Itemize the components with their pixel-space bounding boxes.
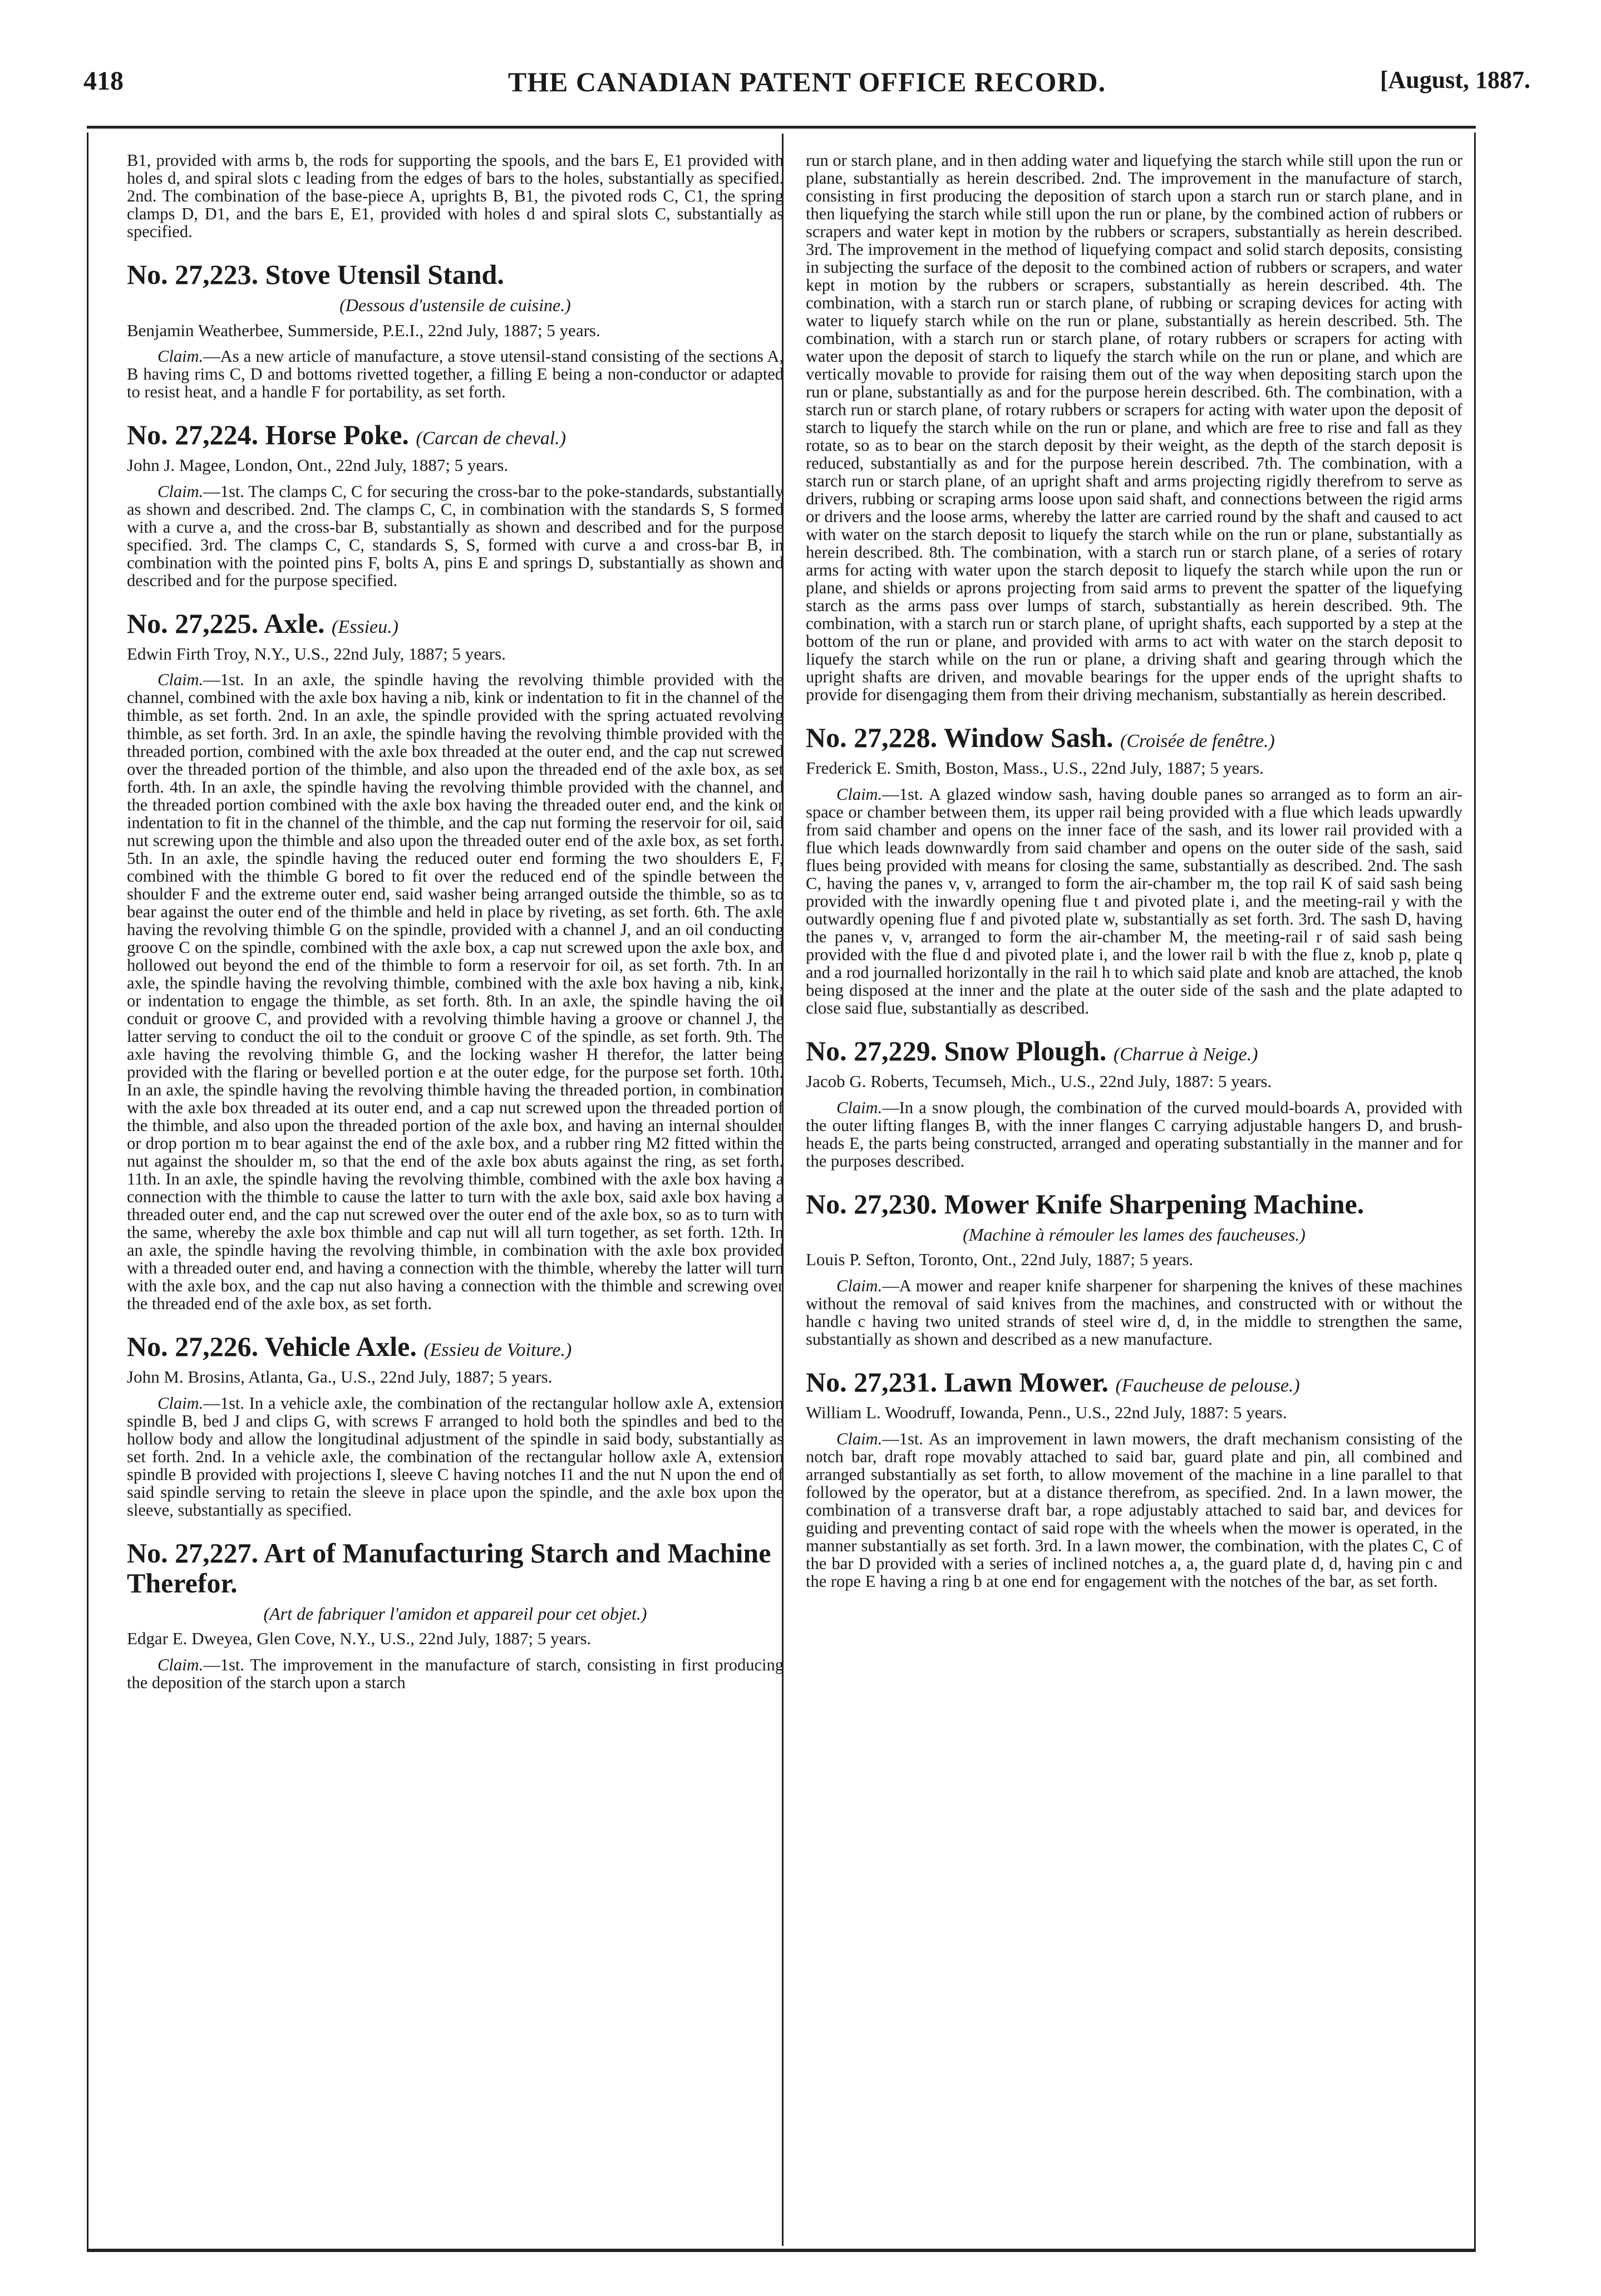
- french-title: (Charrue à Neige.): [1113, 1044, 1258, 1065]
- page-number: 418: [83, 66, 124, 96]
- patent-title: No. 27,229. Snow Plough. (Charrue à Neige.): [806, 1035, 1258, 1067]
- patent-title: No. 27,225. Axle. (Essieu.): [127, 607, 398, 639]
- left-column: [127, 151, 784, 2236]
- claim-label: Claim.: [157, 1655, 204, 1674]
- claim-text: Claim.—1st. The clamps C, C for securing the cross-bar to the poke-standards, substantially as shown and described. 2nd. The clamps C, C, in combination with the standards S, S formed with a curve a, and the cross-bar B, substantially as shown and described and for the purpose specified. 3rd. The clamps C, C, standards S, S, formed with curve a and cross-bar B, in combination with the pointed pins F, bolts A, pins E and springs D, substantially as shown and described and for the purpose specified.: [127, 481, 784, 590]
- claim-text: Claim.—A mower and reaper knife sharpener for sharpening the knives of these machines without the removal of said knives from the machines, and constructed with or without the handle c having two united strands of steel wire d, d, in the middle to strengthen the same, substantially as shown and described as a new manufacture.: [806, 1276, 1462, 1349]
- issue-date: [August, 1887.: [1380, 66, 1530, 94]
- patent-entry-27227: [127, 1538, 784, 1692]
- french-title: (Dessous d'ustensile de cuisine.): [339, 295, 571, 316]
- patent-entry-27224: [127, 420, 784, 589]
- inventor-line: John M. Brosins, Atlanta, Ga., U.S., 22nd July, 1887; 5 years.: [127, 1367, 553, 1387]
- french-title: (Art de fabriquer l'amidon et appareil pour cet objet.): [263, 1603, 647, 1624]
- claim-label: Claim.: [836, 1098, 883, 1117]
- french-title: (Carcan de cheval.): [416, 428, 566, 449]
- inventor-line: Jacob G. Roberts, Tecumseh, Mich., U.S., 22nd July, 1887: 5 years.: [806, 1071, 1272, 1092]
- claim-text: Claim.—1st. A glazed window sash, having double panes so arranged as to form an air-space or chamber between them, its upper rail being provided with a flue which leads upwardly from said chamber and opens on the inner face of the sash, and its lower rail provided with a flue which leads downwardly from said chamber and opens on the outer side of the sash, said flues being provided with means for closing the same, substantially as described. 2nd. The sash C, having the panes v, v, arranged to form the air-chamber m, the top rail K of said sash being provided with the inwardly opening flue t and pivoted plate i, and the meeting-rail y with the outwardly opening flue f and pivoted plate w, substantially as set forth. 3rd. The sash D, having the panes v, v, arranged to form the air-chamber M, the meeting-rail r of said sash being provided with the flue d and pivoted plate i, and the lower rail b with the flue z, knob p, plate q and a rod journalled horizontally in the rail h to which said plate and knob are attached, the knob being disposed at the inner and the plate at the outer side of the sash and the plate adapted to close said flue, substantially as described.: [806, 785, 1462, 1018]
- patent-entry-27223: [127, 259, 784, 401]
- page-header: [83, 66, 1530, 110]
- claim-text: Claim.—As a new article of manufacture, a stove utensil-stand consisting of the sections A, B having rims C, D and bottoms rivetted together, a filling E being a non-conductor or adapted to resist heat, and a handle F for portability, as set forth.: [127, 347, 784, 402]
- inventor-line: Edwin Firth Troy, N.Y., U.S., 22nd July, 1887; 5 years.: [127, 643, 506, 663]
- claim-text: Claim.—1st. The improvement in the manufacture of starch, consisting in first producing the deposition of the starch upon a starch: [127, 1655, 784, 1692]
- claim-label: Claim.: [157, 1393, 204, 1413]
- right-column: [806, 151, 1462, 2236]
- french-title: (Essieu de Voiture.): [423, 1340, 572, 1361]
- inventor-line: Louis P. Sefton, Toronto, Ont., 22nd July, 1887; 5 years.: [806, 1250, 1194, 1270]
- patent-title: No. 27,226. Vehicle Axle. (Essieu de Voiture.): [127, 1331, 572, 1363]
- inventor-line: William L. Woodruff, Iowanda, Penn., U.S., 22nd July, 1887: 5 years.: [806, 1403, 1287, 1423]
- patent-entry-27226: [127, 1331, 784, 1519]
- claim-label: Claim.: [836, 1276, 883, 1295]
- inventor-line: Benjamin Weatherbee, Summerside, P.E.I., 22nd July, 1887; 5 years.: [127, 320, 600, 340]
- running-title: THE CANADIAN PATENT OFFICE RECORD.: [508, 66, 1106, 97]
- claim-label: Claim.: [836, 1429, 883, 1448]
- patent-entry-27225: [127, 608, 784, 1312]
- patent-title: No. 27,227. Art of Manufacturing Starch and Machine Therefor.: [127, 1537, 771, 1599]
- patent-title: No. 27,224. Horse Poke. (Carcan de cheval.): [127, 419, 566, 451]
- claim-text: Claim.—1st. In an axle, the spindle having the revolving thimble provided with the channel, combined with the axle box having a nib, kink or indentation to fit in the channel of the thimble, as set forth. 2nd. In an axle, the spindle provided with the spring actuated revolving thimble, as set forth. 3rd. In an axle, the spindle having the revolving thimble provided with the threaded portion, combined with the axle box threaded at the outer end, and the cap nut screwed over the threaded portion of the thimble, and also upon the threaded end of the axle box, as set forth. 4th. In an axle, the spindle having the revolving thimble provided with the channel, and the threaded portion combined with the axle box having the threaded outer end, and the kink or indentation to fit in the channel of the thimble, and the cap nut forming the reservoir for oil, said nut screwing upon the thimble and also upon the threaded outer end of the axle box, as set forth. 5th. In an axle, the spindle having the reduced outer end forming the two shoulders E, F, combined with the thimble G bored to fit over the reduced end of the spindle between the shoulder F and the extreme outer end, said washer being arranged outside the thimble, so as to bear against the outer end of the thimble and held in place by riveting, as set forth. 6th. The axle having the revolving thimble G on the spindle, provided with a channel J, and an oil conducting groove C on the spindle, combined with the axle box, a cap nut screwed upon the axle box, and hollowed out beyond the end of the thimble to form a reservoir for oil, as set forth. 7th. In an axle, the spindle having the revolving thimble, combined with the axle box having a nib, kink, or indentation to engage the thimble, as set forth. 8th. In an axle, the spindle having the oil conduit or groove C, and provided with a revolving thimble having a groove or channel J, the latter serving to conduct the oil to the conduit or groove C of the spindle, as set forth. 9th. The axle having the revolving thimble G, and the locking washer H therefor, the latter being provided with the flaring or bevelled portion e at the outer edge, for the purpose set forth. 10th. In an axle, the spindle having the revolving thimble having the threaded portion, in combination with the axle box threaded at its outer end, and a cap nut screwed upon the threaded portion of the thimble, and also upon the threaded portion of the axle box, and having an internal shoulder or drop portion m to bear against the end of the axle box, and a rubber ring M2 fitted within the nut against the shoulder m, so that the end of the axle box abuts against the ring, as set forth. 11th. In an axle, the spindle having the revolving thimble, combined with the axle box having a connection with the thimble to cause the latter to turn with the axle box, said axle box having a threaded outer end, and the cap nut screwed over the outer end of the axle box, so as to turn with the same, whereby the axle box thimble and cap nut will all turn together, as set forth. 12th. In an axle, the spindle having the revolving thimble, in combination with the axle box provided with a threaded outer end, and having a connection with the thimble, whereby the latter will turn with the axle box, and the cap nut also having a connection with the thimble and screwing over the threaded end of the axle box, as set forth.: [127, 670, 784, 1313]
- patent-entry-27229: [806, 1036, 1462, 1170]
- patent-title: No. 27,228. Window Sash. (Croisée de fenêtre.): [806, 722, 1275, 754]
- patent-entry-27228: [806, 722, 1462, 1017]
- inventor-line: Frederick E. Smith, Boston, Mass., U.S., 22nd July, 1887; 5 years.: [806, 758, 1264, 778]
- claim-text: Claim.—1st. As an improvement in lawn mowers, the draft mechanism consisting of the notch bar, draft rope movably attached to said bar, guard plate and pin, all combined and arranged substantially as set forth, to allow movement of the machine in a line parallel to that followed by the operator, but at a distance therefrom, as specified. 2nd. In a lawn mower, the combination of a transverse draft bar, a rope adjustably attached to said bar, and devices for guiding and preventing contact of said rope with the wheels when the mower is operated, in the manner substantially as set forth. 3rd. In a lawn mower, the combination, with the plates C, C of the bar D provided with a series of inclined notches a, a, the guard plate d, d, having pin c and the rope E having a ring b at one end for engagement with the notches of the bar, as set forth.: [806, 1429, 1462, 1591]
- patent-title: No. 27,231. Lawn Mower. (Faucheuse de pelouse.): [806, 1366, 1300, 1398]
- french-title: (Essieu.): [332, 616, 398, 637]
- frame-top-rule: [87, 126, 1476, 129]
- claim-label: Claim.: [157, 347, 204, 366]
- claim-label: Claim.: [157, 481, 204, 501]
- patent-title: No. 27,223. Stove Utensil Stand.: [127, 259, 504, 291]
- inventor-line: Edgar E. Dweyea, Glen Cove, N.Y., U.S., 22nd July, 1887; 5 years.: [127, 1629, 592, 1649]
- claim-text: Claim.—1st. In a vehicle axle, the combination of the rectangular hollow axle A, extension spindle B, bed J and clips G, with screws F arranged to hold both the spindles and bed to the hollow body and allow the longitudinal adjustment of the spindle in said body, substantially as set forth. 2nd. In a vehicle axle, the combination of the rectangular hollow axle A, extension spindle B provided with projections I, sleeve C having notches I1 and the nut N upon the end of said spindle serving to retain the sleeve in place upon the spindle, and the axle box upon the sleeve, substantially as specified.: [127, 1393, 784, 1520]
- claim-text: Claim.—In a snow plough, the combination of the curved mould-boards A, provided with the outer lifting flanges B, with the inner flanges C carrying adjustable hangers D, and brush-heads E, the parts being constructed, arranged and operating substantially in the manner and for the purposes described.: [806, 1098, 1462, 1171]
- patent-entry-27231: [806, 1367, 1462, 1590]
- claim-label: Claim.: [157, 670, 204, 690]
- patent-title: No. 27,230. Mower Knife Sharpening Machine.: [806, 1188, 1364, 1220]
- french-title: (Croisée de fenêtre.): [1120, 731, 1275, 752]
- french-title: (Faucheuse de pelouse.): [1115, 1375, 1300, 1397]
- french-title: (Machine à rémouler les lames des faucheuses.): [963, 1224, 1306, 1245]
- inventor-line: John J. Magee, London, Ont., 22nd July, 1887; 5 years.: [127, 455, 509, 475]
- claim-label: Claim.: [836, 785, 883, 804]
- patent-entry-27230: [806, 1189, 1462, 1348]
- continued-claim: B1, provided with arms b, the rods for supporting the spools, and the bars E, E1 provided with holes d, and spiral slots c leading from the edges of bars to the holes, substantially as specified. 2nd. The combination of the base-piece A, uprights B, B1, the pivoted rods C, C1, the spring clamps D, D1, and the bars E, E1, provided with holes d and spiral slots C, substantially as specified.: [127, 151, 784, 242]
- continued-claim: run or starch plane, and in then adding water and liquefying the starch while still upon the run or plane, substantially as herein described. 2nd. The improvement in the manufacture of starch, consisting in first producing the deposition of starch upon a starch run or starch plane, and in then liquefying the starch while still upon the run or plane, by the combined action of rubbers or scrapers and water kept in motion by the rubbers or scrapers, substantially as herein described. 3rd. The improvement in the method of liquefying compact and solid starch deposits, consisting in subjecting the surface of the deposit to the combined action of rubbers or scrapers, and water kept in motion by the rubbers or scrapers, substantially as herein described. 4th. The combination, with a starch run or starch plane, of rubbing or scraping devices for acting with water to liquefy starch while on the run or plane, substantially as herein described. 5th. The combination, with a starch run or starch plane, of rotary rubbers or scrapers for acting with water upon the deposit of starch to liquefy the starch while on the run or plane, and which are vertically movable to provide for raising them out of the way when depositing starch upon the run or plane, substantially as and for the purpose herein described. 6th. The combination, with a starch run or starch plane, of rotary rubbers or scrapers for acting with water upon the deposit of starch to liquefy the starch while on the run or plane, and which are free to rise and fall as they rotate, so as to bear on the starch deposit by their weight, as the depth of the starch deposit is reduced, substantially as and for the purpose herein described. 7th. The combination, with a starch run or starch plane, of an upright shaft and arms projecting rigidly therefrom to serve as drivers, rubbing or scraping arms loose upon said shaft, and connections between the rigid arms or drivers and the loose arms, whereby the latter are carried round by the shaft and caused to act with water on the starch deposit to liquefy the starch while on the run or plane, substantially as herein described. 8th. The combination, with a starch run or starch plane, of a series of rotary arms for acting with water upon the starch deposit to liquefy the starch while upon the run or plane, and shields or aprons projecting from said arms to prevent the spatter of the liquefying starch as the arms pass over lumps of starch, substantially as herein described. 9th. The combination, with a starch run or starch plane, of upright shafts, each supported by a step at the bottom of the run or plane, and provided with arms to act with water on the starch deposit to liquefy the starch while on the run or plane, a driving shaft and gearing through which the upright shafts are driven, and movable bearings for the upper ends of the upright shafts to provide for disengaging them from their driving mechanism, substantially as herein described.: [806, 151, 1462, 705]
